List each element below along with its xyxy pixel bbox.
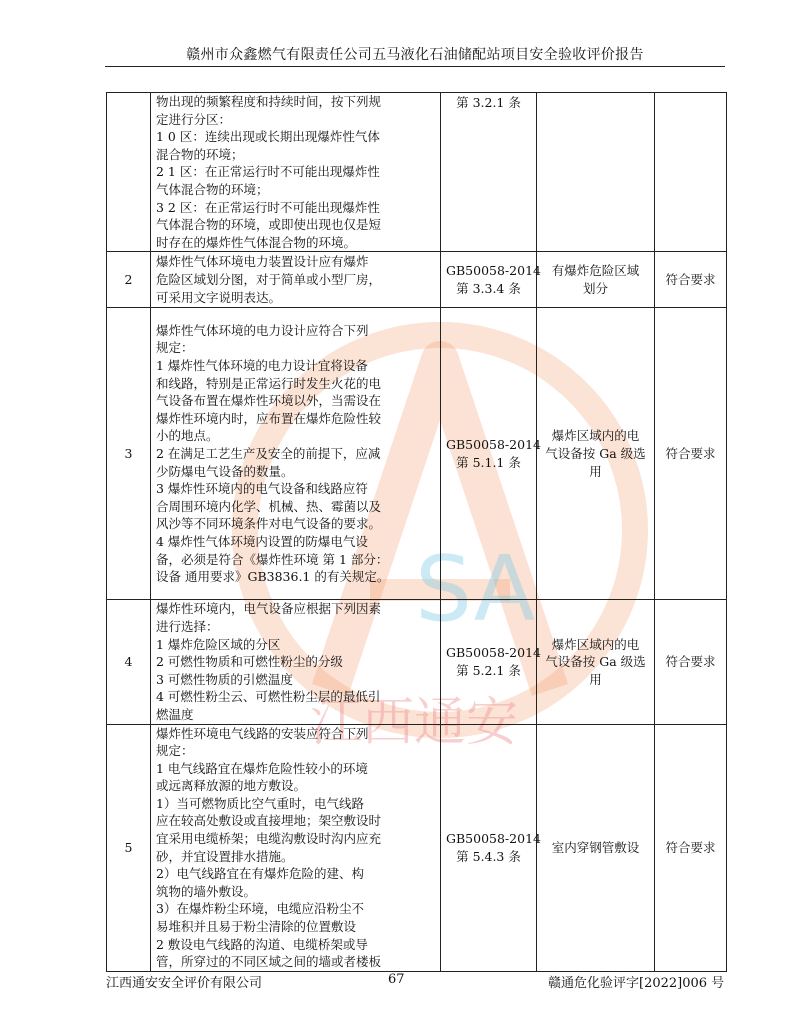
basis-line: GB50058-2014: [446, 645, 541, 661]
requirement-line: 少防爆电气设备的数量。: [156, 463, 294, 479]
requirement-line: 风沙等不同环境条件对电气设备的要求。: [156, 516, 382, 532]
result-cell: 符合要求: [655, 308, 727, 600]
basis-cell: [441, 252, 541, 308]
basis-line: GB50058-2014: [446, 831, 541, 847]
page-header: 赣州市众鑫燃气有限责任公司五马液化石油储配站项目安全验收评价报告: [186, 47, 644, 63]
header-divider: [105, 66, 725, 67]
requirement-line: 2 1 区：在正常运行时不可能出现爆炸性: [156, 164, 380, 180]
actual-condition-line: 用: [589, 671, 602, 687]
table-row: [107, 600, 727, 724]
requirement-line: 2 在满足工艺生产及安全的前提下，应减: [156, 446, 381, 462]
requirement-line: 和线路，特别是正常运行时发生火花的电: [156, 375, 382, 391]
requirement-line: 爆炸性气体环境的电力设计应符合下列: [156, 322, 369, 338]
table-row: [107, 93, 727, 252]
requirement-line: 设备 通用要求》GB3836.1 的有关规定。: [156, 569, 390, 585]
actual-condition-line: 爆炸区域内的电: [551, 636, 640, 652]
requirement-cell: [151, 93, 441, 252]
result-cell: 符合要求: [655, 600, 727, 724]
requirement-line: 易堆积并且易于粉尘清除的位置敷设: [156, 919, 357, 935]
requirement-line: 4 爆炸性气体环境内设置的防爆电气设: [156, 534, 368, 550]
requirement-line: 应在较高处敷设或直接埋地；架空敷设时: [156, 813, 382, 829]
actual-condition-cell: [537, 308, 655, 600]
requirement-line: 爆炸性气体环境电力装置设计应有爆炸: [156, 254, 369, 270]
requirement-line: 定进行分区：: [156, 111, 232, 127]
actual-condition-cell: [537, 600, 655, 724]
actual-condition-cell: [537, 252, 655, 308]
watermark-letters: SA: [415, 537, 536, 642]
basis-cell: [441, 724, 541, 971]
requirement-line: 3）在爆炸粉尘环境，电缆应沿粉尘不: [156, 901, 364, 917]
basis-cell: [441, 93, 537, 252]
watermark-text: 江西通安: [310, 693, 519, 753]
requirement-line: 1 电气线路宜在爆炸危险性较小的环境: [156, 760, 368, 776]
requirement-line: 进行选择：: [156, 618, 219, 634]
requirement-line: 气体混合物的环境，或即使出现也仅是短: [156, 217, 382, 233]
requirement-line: 2 可燃性物质和可燃性粉尘的分级: [156, 654, 343, 670]
table-row: [107, 308, 727, 600]
requirement-line: 3 爆炸性环境内的电气设备和线路应符: [156, 481, 368, 497]
actual-condition-line: 用: [589, 463, 602, 479]
requirement-line: 气设备布置在爆炸性环境以外，当需设在: [156, 393, 382, 409]
actual-condition-line: 室内穿钢管敷设: [551, 839, 640, 855]
requirement-line: 气体混合物的环境；: [156, 181, 269, 197]
requirement-line: 1 爆炸危险区域的分区: [156, 636, 281, 652]
actual-condition-line: 爆炸区域内的电: [551, 428, 640, 444]
basis-line: 第 3.2.1 条: [456, 95, 521, 110]
basis-cell: [441, 308, 541, 600]
row-number: 3: [107, 308, 151, 600]
requirement-line: 时存在的爆炸性气体混合物的环境。: [156, 234, 357, 250]
requirement-cell: [151, 308, 441, 600]
requirement-line: 混合物的环境；: [156, 146, 244, 162]
basis-line: 第 5.1.1 条: [456, 454, 521, 470]
requirement-cell: [151, 724, 441, 971]
basis-line: 第 5.4.3 条: [456, 848, 521, 864]
requirement-line: 1 爆炸性气体环境的电力设计宜将设备: [156, 358, 368, 374]
actual-condition-cell: [537, 724, 655, 971]
requirement-line: 2 敷设电气线路的沟道、电缆桥架或导: [156, 936, 368, 952]
footer-page-number: 67: [388, 972, 405, 987]
requirement-line: 筑物的墙外敷设。: [156, 883, 257, 899]
requirement-cell: [151, 252, 441, 308]
row-number: 5: [107, 724, 151, 971]
basis-line: GB50058-2014: [446, 437, 541, 453]
requirement-line: 爆炸性环境电气线路的安装应符合下列: [156, 725, 369, 741]
requirement-line: 小的地点。: [156, 428, 219, 444]
basis-line: GB50058-2014: [446, 263, 541, 279]
row-number: [107, 93, 151, 252]
requirement-line: 规定：: [156, 340, 194, 356]
requirement-line: 砂，并宜设置排水措施。: [156, 848, 294, 864]
result-cell: 符合要求: [655, 252, 727, 308]
requirement-line: 宜采用电缆桥架；电缆沟敷设时沟内应充: [156, 831, 382, 847]
basis-line: 第 3.3.4 条: [456, 280, 521, 296]
requirement-cell: [151, 600, 441, 724]
evaluation-table: [106, 92, 727, 972]
requirement-line: 燃温度: [156, 706, 194, 722]
actual-condition-line: 气设备按 Ga 级选: [545, 446, 646, 462]
basis-line: 第 5.2.1 条: [456, 662, 521, 678]
requirement-line: 管，所穿过的不同区域之间的墙或者楼板: [156, 954, 382, 970]
row-number: 2: [107, 252, 151, 308]
requirement-line: 4 可燃性粉尘云、可燃性粉尘层的最低引: [156, 689, 381, 705]
footer-document-number: 赣通危化验评字[2022]006 号: [548, 976, 725, 991]
table-row: [107, 252, 727, 308]
requirement-line: 合周围环境内化学、机械、热、霉菌以及: [156, 498, 382, 514]
requirement-line: 1 0 区：连续出现或长期出现爆炸性气体: [156, 129, 380, 145]
requirement-line: 1）当可燃物质比空气重时，电气线路: [156, 795, 364, 811]
requirement-line: 备，必须是符合《爆炸性环境 第 1 部分：: [156, 551, 389, 567]
actual-condition-line: 气设备按 Ga 级选: [545, 654, 646, 670]
requirement-line: 可采用文字说明表达。: [156, 289, 282, 305]
actual-condition-line: 有爆炸危险区域: [551, 263, 640, 279]
requirement-line: 爆炸性环境内，电气设备应根据下列因素: [156, 601, 382, 617]
requirement-line: 或远离释放源的地方敷设。: [156, 778, 307, 794]
result-cell: [655, 93, 727, 252]
actual-condition-line: 划分: [582, 280, 608, 296]
requirement-line: 爆炸性环境内时，应布置在爆炸危险性较: [156, 410, 382, 426]
requirement-line: 物出现的频繁程度和持续时间，按下列规: [156, 94, 382, 109]
requirement-line: 3 可燃性物质的引燃温度: [156, 671, 293, 687]
requirement-line: 2）电气线路宜在有爆炸危险的建、构: [156, 866, 364, 882]
result-cell: 符合要求: [655, 724, 727, 971]
row-number: 4: [107, 600, 151, 724]
actual-condition-cell: [537, 93, 655, 252]
table-row: [107, 724, 727, 971]
requirement-line: 危险区域划分图，对于简单或小型厂房，: [156, 272, 382, 288]
footer-company: 江西通安安全评价有限公司: [106, 976, 263, 991]
requirement-line: 规定：: [156, 743, 194, 759]
requirement-line: 3 2 区：在正常运行时不可能出现爆炸性: [156, 199, 380, 215]
basis-cell: [441, 600, 541, 724]
